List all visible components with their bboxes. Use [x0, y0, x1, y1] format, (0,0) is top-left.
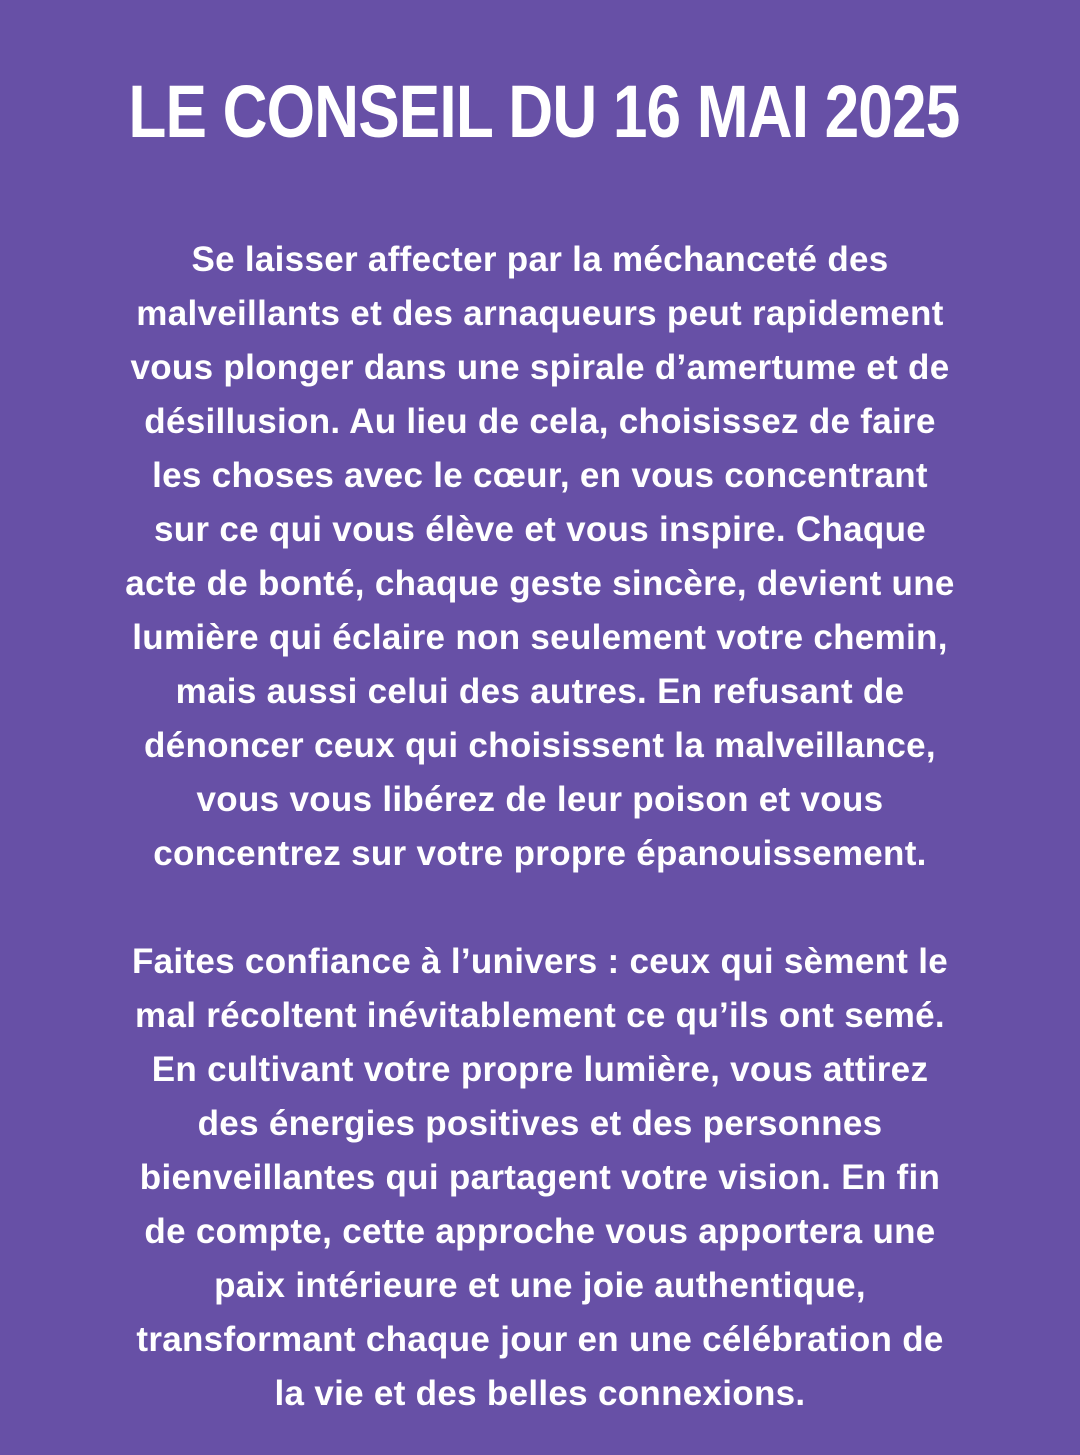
paragraph-line: bienveillantes qui partagent votre vision. En fin: [139, 1158, 941, 1197]
paragraph-line: désillusion. Au lieu de cela, choisissez de faire: [144, 402, 936, 441]
paragraph-line: paix intérieure et une joie authentique,: [214, 1266, 866, 1305]
paragraph-line: Se laisser affecter par la méchanceté des: [191, 240, 889, 279]
paragraph-line: les choses avec le cœur, en vous concentrant: [152, 456, 928, 495]
paragraph-line: de compte, cette approche vous apportera une: [144, 1212, 936, 1251]
paragraph-2: [50, 935, 1030, 1421]
paragraph-line: sur ce qui vous élève et vous inspire. Chaque: [153, 510, 927, 549]
paragraph-line: En cultivant votre propre lumière, vous attirez: [151, 1050, 929, 1089]
paragraph-line: lumière qui éclaire non seulement votre chemin,: [132, 618, 948, 657]
paragraph-line: Faites confiance à l’univers : ceux qui sèment le: [131, 942, 949, 981]
paragraph-line: la vie et des belles connexions.: [274, 1374, 806, 1413]
paragraph-line: acte de bonté, chaque geste sincère, devient une: [125, 564, 955, 603]
paragraph-line: vous vous libérez de leur poison et vous: [196, 780, 884, 819]
paragraph-line: des énergies positives et des personnes: [197, 1104, 883, 1143]
paragraph-1: [50, 233, 1030, 881]
page-title: LE CONSEIL DU 16 MAI 2025: [128, 70, 960, 153]
paragraph-line: concentrez sur votre propre épanouissement.: [153, 834, 927, 873]
paragraph-line: transformant chaque jour en une célébration de: [136, 1320, 944, 1359]
paragraph-line: vous plonger dans une spirale d’amertume et de: [130, 348, 950, 387]
paragraph-line: mal récoltent inévitablement ce qu’ils ont semé.: [135, 996, 945, 1035]
paragraph-line: mais aussi celui des autres. En refusant de: [175, 672, 905, 711]
paragraph-line: malveillants et des arnaqueurs peut rapidement: [136, 294, 944, 333]
paragraph-line: dénoncer ceux qui choisissent la malveillance,: [144, 726, 936, 765]
